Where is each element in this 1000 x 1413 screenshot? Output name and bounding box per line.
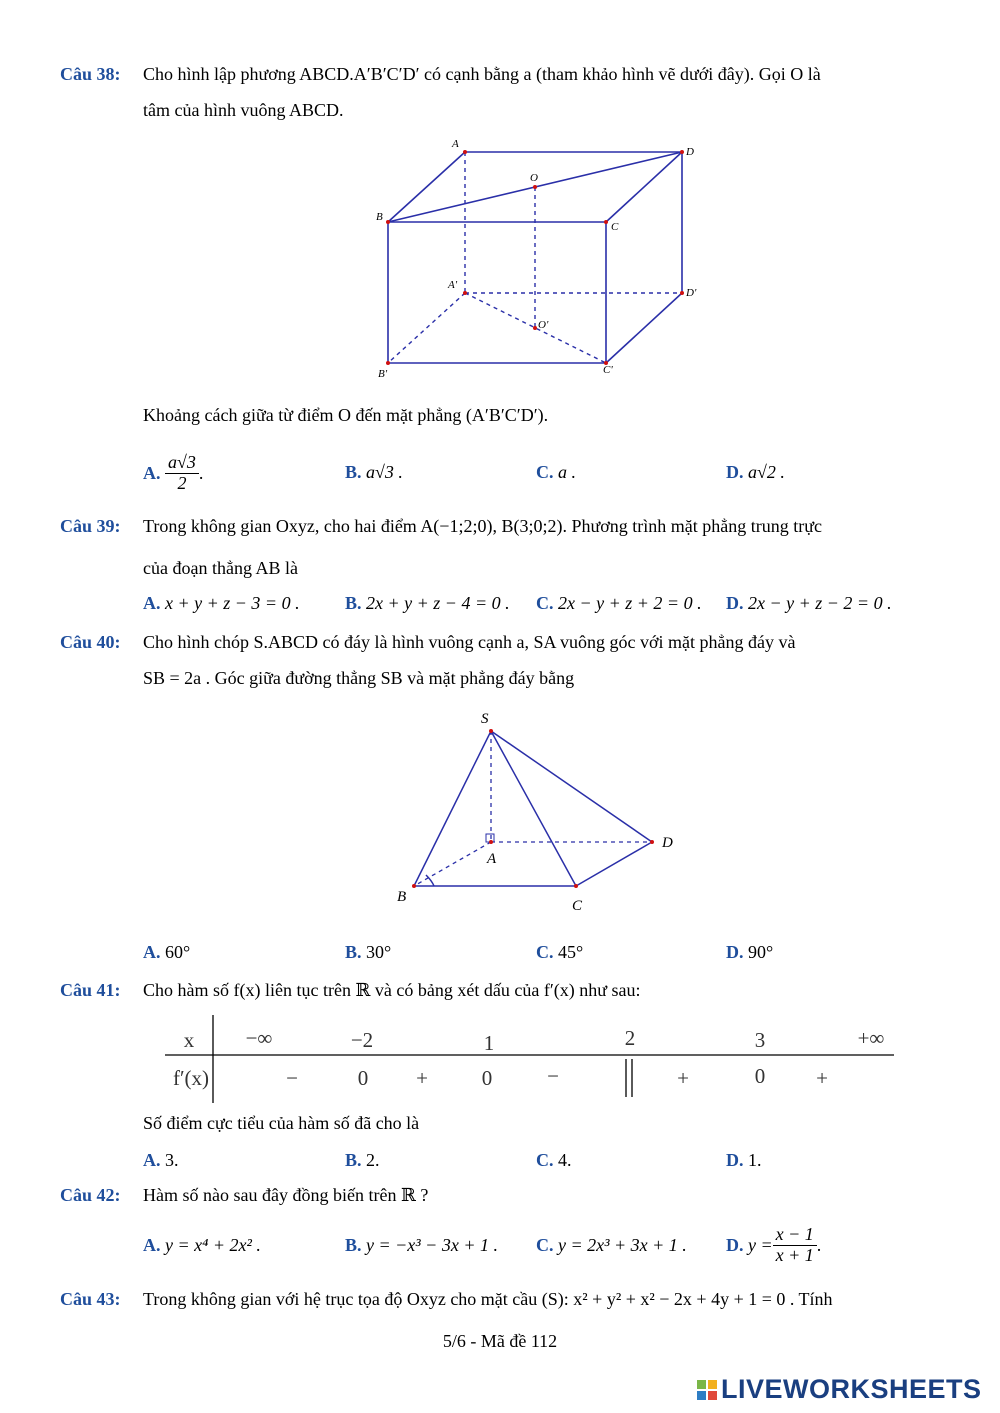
q38-option-d[interactable]: D. a√2 . [726, 462, 785, 482]
q41-x-value: 1 [483, 1031, 495, 1055]
q41-option-b[interactable]: B. 2. [345, 1150, 380, 1170]
q41-sign: − [286, 1066, 298, 1090]
q40-label-a: A [487, 851, 497, 867]
q40-label-b: B [397, 889, 407, 905]
q41-sign: − [547, 1064, 559, 1088]
q40-label-d: D [662, 835, 673, 851]
q40-text-line1: Cho hình chóp S.ABCD có đáy là hình vuông cạnh a, SA vuông góc với mặt phẳng đáy và [143, 632, 796, 652]
q39-option-c[interactable]: C. 2x − y + z + 2 = 0 . [536, 593, 702, 613]
q41-sign: + [816, 1066, 828, 1090]
q38-prompt: Khoảng cách giữa từ điểm O đến mặt phẳng (A′B′C′D′). [143, 405, 549, 425]
q42-option-d-fraction: $\frac{x - 1}{x + 1}$ [773, 1225, 817, 1266]
q38-label-a-prime: A' [448, 279, 458, 291]
q41-sign: 0 [481, 1066, 493, 1090]
q41-sign: + [416, 1066, 428, 1090]
q40-option-c[interactable]: C. 45° [536, 942, 584, 962]
q41-x-value: −∞ [245, 1026, 273, 1050]
q39-text-line2: của đoạn thẳng AB là [143, 558, 298, 578]
q41-prompt: Số điểm cực tiểu của hàm số đã cho là [143, 1113, 420, 1133]
q41-sign: 0 [754, 1064, 766, 1088]
q40-option-a[interactable]: A. 60° [143, 942, 191, 962]
q39-label: Câu 39: [60, 516, 121, 536]
q42-option-d[interactable]: D. y = $\frac{x - 1}{x + 1}$ . [726, 1223, 822, 1265]
q39-text-line1: Trong không gian Oxyz, cho hai điểm A(−1;2;0), B(3;0;2). Phương trình mặt phẳng trung trực [143, 516, 822, 536]
brand-name: LIVEWORKSHEETS [721, 1374, 982, 1404]
q42-label: Câu 42: [60, 1185, 121, 1205]
q38-text-line2: tâm của hình vuông ABCD. [143, 100, 344, 120]
q39-option-b[interactable]: B. 2x + y + z − 4 = 0 . [345, 593, 510, 613]
q38-label: Câu 38: [60, 64, 121, 84]
q41-option-c[interactable]: C. 4. [536, 1150, 572, 1170]
q38-label-b-prime: B' [378, 368, 388, 380]
brand-logo [697, 1374, 982, 1405]
q38-label-d: D [686, 146, 694, 158]
q40-text-line2: SB = 2a . Góc giữa đường thẳng SB và mặt phẳng đáy bằng [143, 668, 575, 688]
q41-row-x-head: x [183, 1028, 195, 1052]
q38-label-c: C [611, 221, 619, 233]
q40-label-s: S [481, 711, 489, 727]
q40-label: Câu 40: [60, 632, 121, 652]
q42-option-b[interactable]: B. y = −x³ − 3x + 1 . [345, 1235, 498, 1255]
q42-option-a[interactable]: A. y = x⁴ + 2x² . [143, 1235, 261, 1255]
q41-option-d[interactable]: D. 1. [726, 1150, 762, 1170]
q41-x-value: −2 [350, 1028, 374, 1052]
q39-option-d[interactable]: D. 2x − y + z − 2 = 0 . [726, 593, 892, 613]
q41-x-value: 3 [754, 1028, 766, 1052]
q38-text-line1: Cho hình lập phương ABCD.A′B′C′D′ có cạnh bằng a (tham khảo hình vẽ dưới đây). Gọi O là [143, 64, 821, 84]
q41-row-fprime-head: f′(x) [172, 1066, 210, 1090]
q38-label-a: A [452, 138, 459, 150]
q38-option-c[interactable]: C. a . [536, 462, 576, 482]
q41-option-a[interactable]: A. 3. [143, 1150, 179, 1170]
q41-sign: 0 [357, 1066, 369, 1090]
q41-text-line1: Cho hàm số f(x) liên tục trên ℝ và có bảng xét dấu của f′(x) như sau: [143, 980, 641, 1000]
page-footer: 5/6 - Mã đề 112 [442, 1331, 558, 1351]
q38-label-o: O [530, 172, 538, 184]
q41-x-value: 2 [624, 1026, 636, 1050]
q38-cube-figure [360, 135, 710, 385]
brand-grid-icon [697, 1380, 717, 1400]
q38-option-b[interactable]: B. a√3 . [345, 462, 403, 482]
q40-label-c: C [572, 898, 583, 914]
q42-option-c[interactable]: C. y = 2x³ + 3x + 1 . [536, 1235, 687, 1255]
q38-label-d-prime: D' [686, 287, 697, 299]
q40-option-b[interactable]: B. 30° [345, 942, 392, 962]
q40-pyramid-figure [390, 705, 690, 920]
q38-label-b: B [376, 211, 383, 223]
q41-label: Câu 41: [60, 980, 121, 1000]
q40-option-d[interactable]: D. 90° [726, 942, 774, 962]
q39-option-a[interactable]: A. x + y + z − 3 = 0 . [143, 593, 300, 613]
q43-label: Câu 43: [60, 1289, 121, 1309]
q38-option-a-fraction: $\frac{a√3}{2}$ [165, 453, 199, 494]
q38-option-a[interactable]: A. $\frac{a√3}{2}$ . [143, 451, 204, 493]
q41-sign: + [677, 1066, 689, 1090]
q43-text-line1: Trong không gian với hệ trục tọa độ Oxyz cho mặt cầu (S): x² + y² + x² − 2x + 4y + 1 = 0 . Tính [143, 1289, 833, 1309]
q41-x-value: +∞ [857, 1026, 885, 1050]
q38-label-o-prime: O' [538, 319, 549, 331]
q41-sign-table [165, 1015, 900, 1107]
q38-label-c-prime: C' [603, 364, 613, 376]
q42-text-line1: Hàm số nào sau đây đồng biến trên ℝ ? [143, 1185, 429, 1205]
